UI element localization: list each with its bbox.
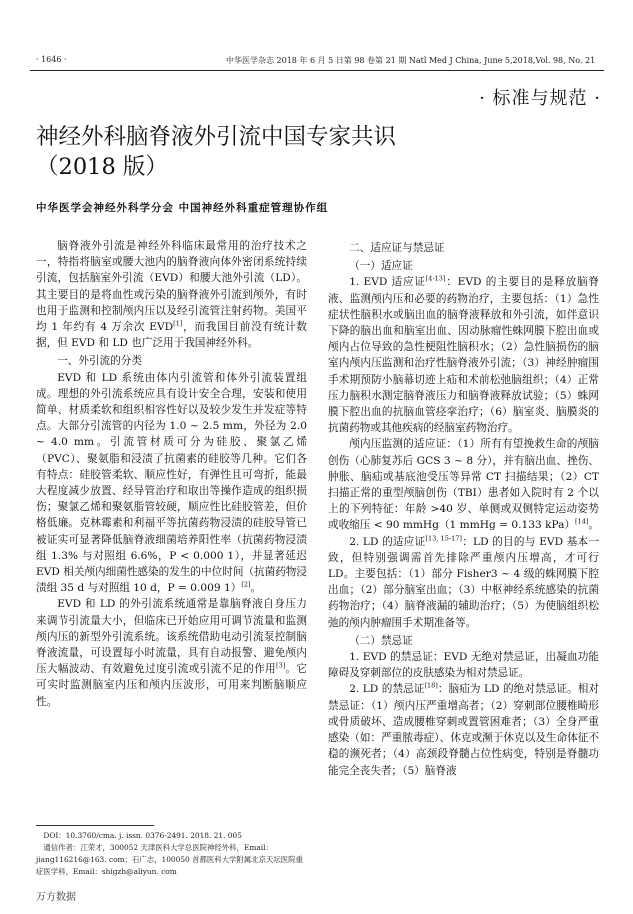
correspondence-line: 通信作者：江荣才，300052 天津医科大学总医院神经外科，Email：jiang116216@163. com；石广志，100050 首都医科大学附属北京天坛医院重症医学科，Email：shigzh@aliyun. com xyxy=(36,843,303,876)
paragraph xyxy=(36,238,307,351)
doi-line: DOI：10.3760/cma. j. issn. 0376-2491. 2018. 21. 005 xyxy=(43,831,242,840)
left-column xyxy=(36,238,307,710)
citation: [3] xyxy=(275,661,286,670)
paragraph-text: 一、外引流的分类 xyxy=(57,355,142,368)
header-rule xyxy=(30,70,604,71)
citation: [18] xyxy=(424,681,438,690)
paragraph-text: （一）适应证 xyxy=(349,260,413,273)
paragraph-text: ：脑疝为 LD 的绝对禁忌证。相对禁忌证：（1）颅内压严重增高者；（2）穿刺部位腰椎畸形或骨质破坏、造成腰椎穿刺或置管困难者；（3）全身严重感染（如：严重脓毒症）、休克或濒于休克以及生命体征不稳的濒死者；（4）高颈段脊髓占位性病变，特别是脊髓功能完全丧失者；（5）脑脊液 xyxy=(328,683,600,777)
section-heading xyxy=(328,240,599,256)
paragraph-text: 1. EVD 的禁忌证：EVD 无绝对禁忌证，出凝血功能障碍及穿刺部位的皮肤感染为相对禁忌证。 xyxy=(328,651,599,680)
paragraph-text: 2. LD 的适应证 xyxy=(349,535,426,548)
authors: 中华医学会神经外科学分会 中国神经外科重症管理协作组 xyxy=(36,202,329,214)
paragraph-text: 脑脊液外引流是神经外科临床最常用的治疗技术之一，特指将脑室或腰大池内的脑脊液向体外密闭系统持续引流，包括脑室外引流（EVD）和腰大池外引流（LD）。其主要目的是将血性或污染的脑脊液外引流到颅外，有时也用于监测和控制颅内压以及经引流管注射药物。美国平均 1 年约有 4 万余次 EVD xyxy=(36,240,307,334)
title-line-2: （2018 版） xyxy=(36,154,168,180)
paragraph xyxy=(328,681,599,778)
watermark: 万方数据 xyxy=(36,892,76,903)
section-heading xyxy=(328,258,599,274)
paragraph-text: 二、适应证与禁忌证 xyxy=(349,242,445,254)
paragraph xyxy=(36,596,307,709)
paragraph-text: 。 xyxy=(250,582,262,595)
paragraph-text: 。 xyxy=(588,519,599,532)
section-tag: · 标准与规范 · xyxy=(479,88,601,109)
footnote xyxy=(36,830,308,878)
paragraph-text: 1. EVD 适应证 xyxy=(349,276,426,289)
citation: [13, 15-17] xyxy=(425,534,462,543)
citation: [2] xyxy=(241,580,251,589)
paragraph-text: ，而我国目前没有统计数据，但 EVD 和 LD 也广泛用于我国神经外科。 xyxy=(36,321,307,350)
paragraph-text: ：LD 的目的与 EVD 基本一致，但特别强调需首先排除严重颅内压增高，才可行 LD。主要包括：（1）部分 Fisher3 ~ 4 级的蛛网膜下腔出血；（2）部分脑室出血；（3）中枢神经系统感染的抗菌药物治疗；（4）脑脊液漏的辅助治疗；（5）为使脑组织松弛的颅内肿瘤围手术期准备等。 xyxy=(328,535,599,629)
citation: [4-13] xyxy=(425,274,446,283)
paragraph xyxy=(328,534,599,631)
section-heading xyxy=(328,633,599,649)
paragraph-text: ：EVD 的主要目的是释放脑脊液、监测颅内压和必要的药物治疗，主要包括：（1）急性症状性脑积水或脑出血的脑脊液释放和外引流，如伴意识下降的脑出血和脑室出血、因动脉瘤性蛛网膜下腔出血或颅内占位导致的急性梗阻性脑积水；（2）急性脑损伤的脑室内颅内压监测和治疗性脑脊液外引流；（3）神经肿瘤围手术期预防小脑幕切迹上疝和术前松弛脑组织；（4）正常压力脑积水测定脑脊液压力和脑脊液释放试验；（5）蛛网膜下腔出血的抗脑血管痉挛治疗；（6）脑室炎、脑膜炎的抗菌药物或其他疾病的经脑室药物治疗。 xyxy=(328,276,599,435)
citation: [14] xyxy=(575,517,589,526)
citation: [1] xyxy=(173,319,183,328)
paragraph-text: 。它可实时监测脑室内压和颅内压波形，可用来判断脑顺应性。 xyxy=(36,663,308,708)
paragraph-text: EVD 和 LD 的外引流系统通常是靠脑脊液自身压力来调节引流量大小，但临床已开始应用可调节流量和监测颅内压的新型外引流系统。该系统借助电动引流泵控制脑脊液流量，可设置每小时流量，具有自动报警、避免颅内压大幅波动、有效避免过度引流或引流不足的作用 xyxy=(36,598,307,676)
paragraph xyxy=(328,649,599,681)
paragraph xyxy=(36,370,307,597)
paragraph-text: 2. LD 的禁忌证 xyxy=(349,683,425,696)
paragraph-text: 颅内压监测的适应证：（1）所有有望挽救生命的颅脑创伤（心肺复苏后 GCS 3 ~ 8 分），并有脑出血、挫伤、肿胀、脑疝或基底池受压等异常 CT 扫描结果；（2）CT 扫描正常的重型颅脑创伤（TBI）患者如入院时有 2 个以上的下列特征：年龄 >40 岁、单侧或双侧特定运动姿势或收缩压 < 90 mmHg（1 mmHg = 0.133 kPa） xyxy=(328,438,599,532)
title-line-1: 神经外科脑脊液外引流中国专家共识 xyxy=(36,124,397,150)
page-number: · 1646 · xyxy=(36,55,67,64)
section-heading xyxy=(36,353,307,369)
paragraph-text: EVD 和 LD 系统由体内引流管和体外引流装置组成。理想的外引流系统应具有设计安全合理，安装和使用简单、材质柔软和组织相容性好以及较少发生并发症等特点。大部分引流管的内径为 1.0 ~ 2.5 mm，外径为 2.0 ~ 4.0 mm。引流管材质可分为硅胶、聚氯乙烯（PVC）、聚氨脂和浸渍了抗菌素的硅胶等几种。它们各有特点：硅胶管柔软、顺应性好，有弹性且可弯折，能最大程度减少放置、经导管治疗和取出等操作造成的组织损伤；聚氯乙烯和聚氨脂管较硬，顺应性比硅胶管差，但价格低廉。克林霉素和利福平等抗菌药物浸渍的硅胶导管已被证实可显著降低脑脊液细菌培养阳性率（抗菌药物浸渍组 1.3% 与对照组 6.6%，P < 0.000 1），并显著延迟 EVD 相关颅内细菌性感染的发生的中位时间（抗菌药物浸渍组 35 d 与对照组 10 d，P = 0.009 1） xyxy=(36,371,307,595)
footnote-rule xyxy=(36,825,154,826)
paragraph xyxy=(328,274,599,436)
paragraph-text: （二）禁忌证 xyxy=(349,634,413,647)
article-title xyxy=(36,122,396,182)
paragraph xyxy=(328,436,599,533)
right-column xyxy=(328,238,599,779)
journal-header: 中华医学杂志 2018 年 6 月 5 日第 98 卷第 21 期 Natl Med J China, June 5,2018,Vol. 98, No. 21 xyxy=(226,56,596,65)
